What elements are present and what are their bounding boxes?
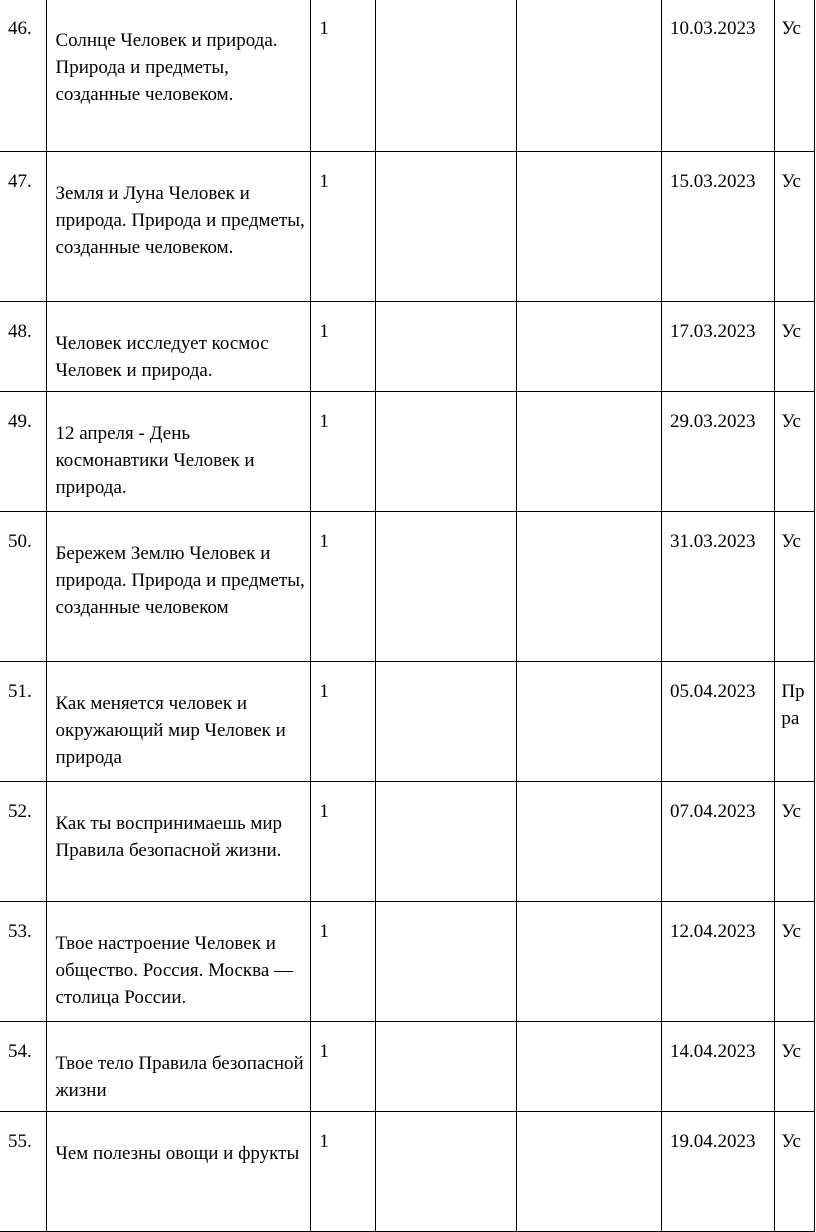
lesson-hours: 1 — [311, 512, 375, 662]
lesson-hours: 1 — [311, 1022, 375, 1112]
table-row — [0, 302, 815, 392]
table-row — [0, 1022, 815, 1112]
empty-cell — [516, 392, 661, 512]
lesson-type: Ус — [775, 392, 815, 512]
lesson-number: 51. — [0, 662, 47, 782]
lesson-number: 55. — [0, 1112, 47, 1232]
lesson-type: Ус — [775, 512, 815, 662]
empty-cell — [516, 512, 661, 662]
lesson-hours: 1 — [311, 0, 375, 152]
empty-cell — [375, 512, 516, 662]
lesson-type: Ус — [775, 152, 815, 302]
table-row — [0, 902, 815, 1022]
empty-cell — [375, 152, 516, 302]
table-row — [0, 662, 815, 782]
lesson-number: 52. — [0, 782, 47, 902]
table-row — [0, 1112, 815, 1232]
table-row — [0, 782, 815, 902]
lesson-date: 17.03.2023 — [662, 302, 775, 392]
lesson-topic: Твое настроение Человек и общество. Россия. Москва — столица России. — [47, 902, 311, 1022]
empty-cell — [516, 782, 661, 902]
lesson-hours: 1 — [311, 392, 375, 512]
lesson-date: 07.04.2023 — [662, 782, 775, 902]
empty-cell — [375, 902, 516, 1022]
empty-cell — [516, 1022, 661, 1112]
lesson-date: 31.03.2023 — [662, 512, 775, 662]
lesson-hours: 1 — [311, 152, 375, 302]
lesson-date: 29.03.2023 — [662, 392, 775, 512]
table-row — [0, 392, 815, 512]
lesson-date: 12.04.2023 — [662, 902, 775, 1022]
empty-cell — [516, 1112, 661, 1232]
lesson-hours: 1 — [311, 902, 375, 1022]
lesson-topic: Как меняется человек и окружающий мир Человек и природа — [47, 662, 311, 782]
lesson-type: Ус — [775, 0, 815, 152]
lesson-type: Ус — [775, 782, 815, 902]
lesson-number: 48. — [0, 302, 47, 392]
lesson-date: 19.04.2023 — [662, 1112, 775, 1232]
lesson-date: 15.03.2023 — [662, 152, 775, 302]
lesson-topic: 12 апреля - День космонавтики Человек и природа. — [47, 392, 311, 512]
empty-cell — [516, 0, 661, 152]
lesson-type: Пр ра — [775, 662, 815, 782]
empty-cell — [516, 902, 661, 1022]
lesson-topic: Земля и Луна Человек и природа. Природа и предметы, созданные человеком. — [47, 152, 311, 302]
lesson-number: 46. — [0, 0, 47, 152]
empty-cell — [516, 302, 661, 392]
lesson-topic: Твое тело Правила безопасной жизни — [47, 1022, 311, 1112]
empty-cell — [375, 1112, 516, 1232]
lesson-number: 47. — [0, 152, 47, 302]
lesson-topic: Бережем Землю Человек и природа. Природа и предметы, созданные человеком — [47, 512, 311, 662]
empty-cell — [375, 662, 516, 782]
lesson-number: 53. — [0, 902, 47, 1022]
lesson-date: 05.04.2023 — [662, 662, 775, 782]
lesson-topic: Человек исследует космос Человек и природа. — [47, 302, 311, 392]
lesson-hours: 1 — [311, 782, 375, 902]
empty-cell — [375, 0, 516, 152]
empty-cell — [375, 392, 516, 512]
empty-cell — [516, 152, 661, 302]
lesson-type: Ус — [775, 902, 815, 1022]
lesson-date: 14.04.2023 — [662, 1022, 775, 1112]
empty-cell — [375, 302, 516, 392]
table-row — [0, 152, 815, 302]
empty-cell — [375, 782, 516, 902]
table-row — [0, 0, 815, 152]
table-row — [0, 512, 815, 662]
empty-cell — [375, 1022, 516, 1112]
lesson-number: 49. — [0, 392, 47, 512]
lesson-number: 50. — [0, 512, 47, 662]
lesson-type: Ус — [775, 1022, 815, 1112]
lesson-type: Ус — [775, 1112, 815, 1232]
empty-cell — [516, 662, 661, 782]
lesson-topic: Солнце Человек и природа. Природа и предметы, созданные человеком. — [47, 0, 311, 152]
lesson-type: Ус — [775, 302, 815, 392]
lesson-number: 54. — [0, 1022, 47, 1112]
lesson-date: 10.03.2023 — [662, 0, 775, 152]
lesson-hours: 1 — [311, 662, 375, 782]
lesson-hours: 1 — [311, 302, 375, 392]
lesson-topic: Как ты воспринимаешь мир Правила безопасной жизни. — [47, 782, 311, 902]
lesson-hours: 1 — [311, 1112, 375, 1232]
lesson-topic: Чем полезны овощи и фрукты — [47, 1112, 311, 1232]
